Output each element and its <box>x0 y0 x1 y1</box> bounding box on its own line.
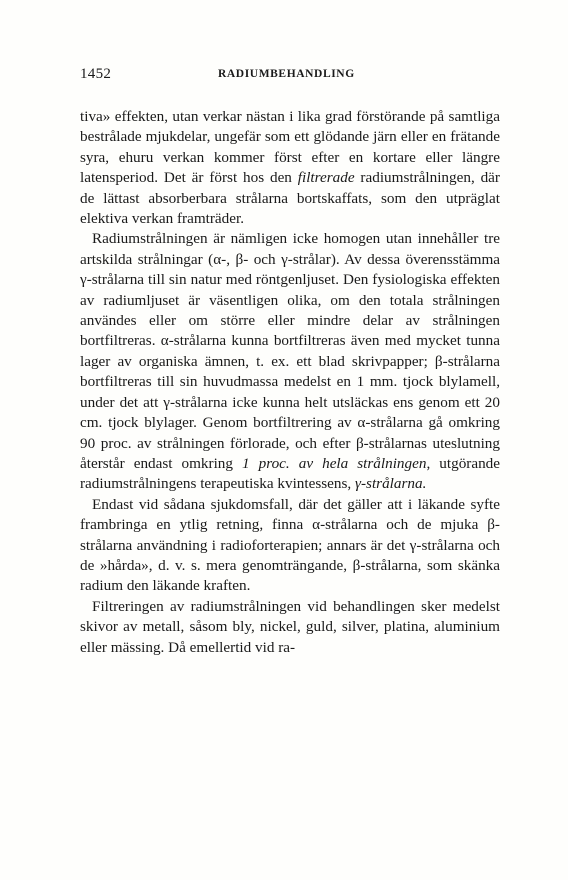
emphasis: γ-strålarna. <box>355 475 427 493</box>
body-text <box>80 107 500 658</box>
running-title: RADIUMBEHANDLING <box>218 68 355 80</box>
text-run: Filtreringen av radiumstrålningen vid behandlingen sker medelst skivor av metall, såsom bly, nickel, guld, silver, platina, aluminium eller mässing. Då emellertid vid ra- <box>80 597 500 656</box>
paragraph <box>80 495 500 597</box>
paragraph <box>80 597 500 658</box>
emphasis: 1 proc. av hela strålningen <box>242 454 427 472</box>
text-run: Endast vid sådana sjukdomsfall, där det gäller att i läkande syfte frambringa en ytlig retning, finna α-strålarna och de mjuka β-strålarna användning i radioforterapien; annars är det γ-strålarna och de »hårda», d. v. s. mera genomträngande, β-strålarna, som skänka radium den läkande kraften. <box>80 495 500 595</box>
page-number: 1452 <box>80 66 112 82</box>
emphasis: filtrerade <box>297 169 355 187</box>
paragraph <box>80 229 500 494</box>
text-run: radiumstrålningen, där de lättast absorberbara strålarna bortskaffats, som den utpräglat elektiva verkan framträder. <box>80 169 500 228</box>
text-run: , utgörande radiumstrålningens terapeutiska kvintessens, <box>80 454 501 493</box>
text-run: tiva» effekten, utan verkar nästan i lika grad förstörande på samtliga bestrålade mjukdelar, ungefär som ett glödande järn eller en frätande syra, ehuru verkan kommer först efter en kortare eller längre latensperiod. Det är först hos den <box>80 108 500 187</box>
text-run: Radiumstrålningen är nämligen icke homogen utan innehåller tre artskilda strålningar (α-, β- och γ-strålar). Av dessa överensstämma γ-strålarna till sin natur med röntgenljuset. Den fysiologiska effekten av radiumljuset är väsentligen olika, om den totala strålningen användes eller om större eller mindre delar av strålningen bortfiltreras. α-strålarna kunna bortfiltreras även med mycket tunna lager av organiska ämnen, t. ex. ett blad skrivpapper; β-strålarna bortfiltreras till sin huvudmassa medelst en 1 mm. tjock blylamell, under det att γ-strålarna icke kunna helt utsläckas ens genom ett 20 cm. tjock blylager. Genom bortfiltrering av α-strålarna gå omkring 90 proc. av strålningen förlorade, och efter β-strålarnas uteslutning återstår endast omkring <box>80 230 500 472</box>
paragraph <box>80 107 500 229</box>
